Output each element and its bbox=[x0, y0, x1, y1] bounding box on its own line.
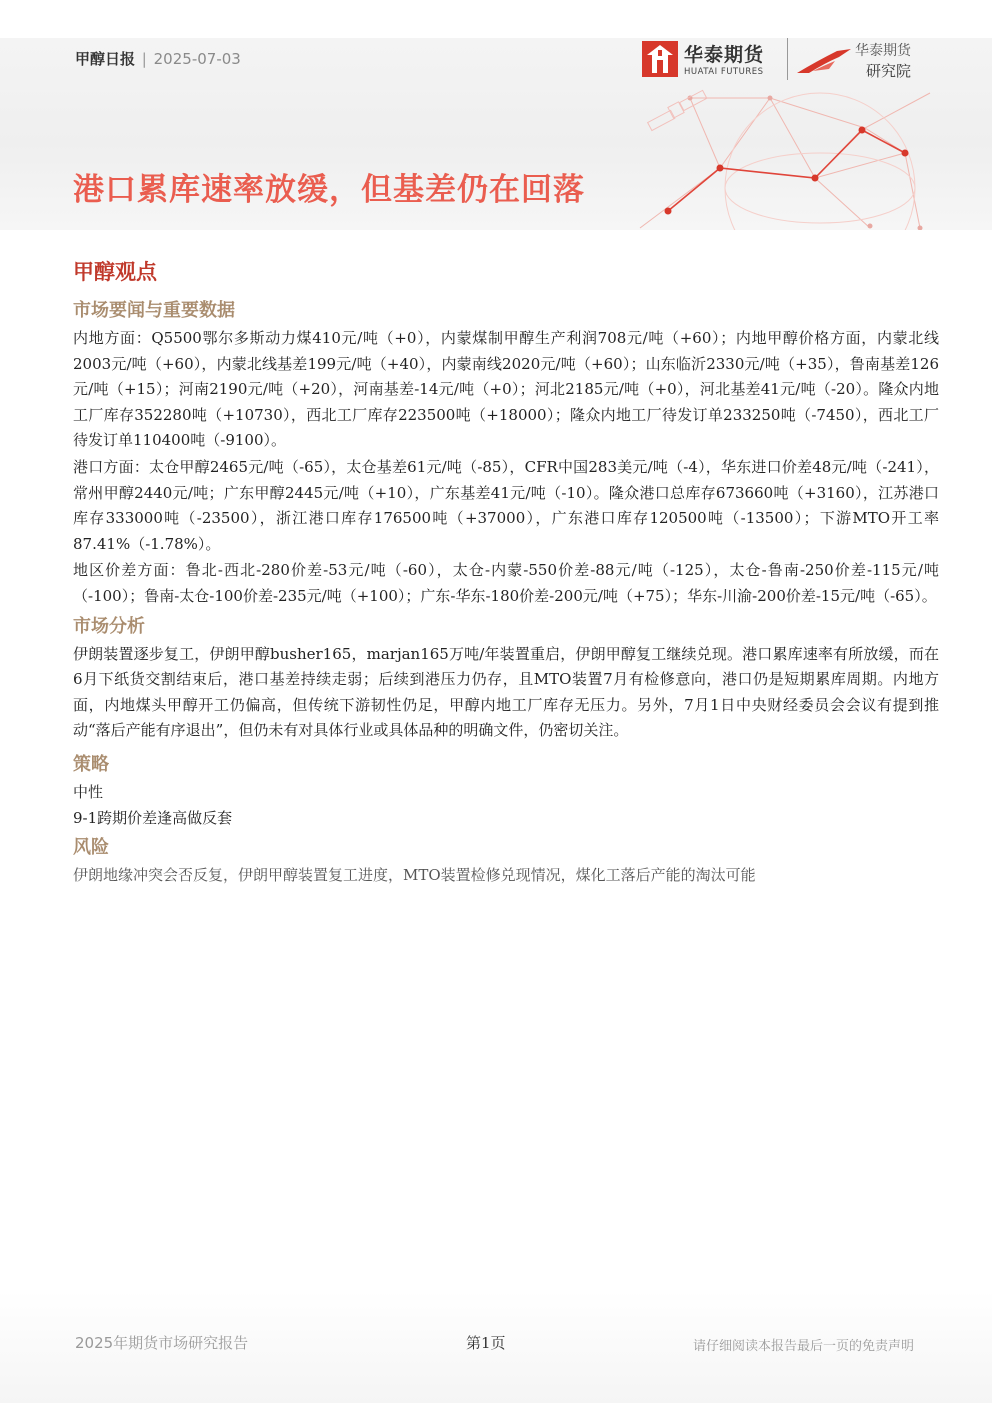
logo-en: HUATAI FUTURES bbox=[684, 67, 764, 77]
strategy-item: 中性 bbox=[73, 782, 104, 801]
huatai-logo-icon bbox=[642, 41, 678, 77]
report-body bbox=[73, 256, 939, 888]
huatai-logo bbox=[642, 40, 764, 77]
page-number: 第1页 bbox=[466, 1334, 506, 1352]
footer-report-name: 2025年期货市场研究报告 bbox=[75, 1334, 249, 1352]
institute-logo bbox=[795, 40, 911, 81]
report-type: 甲醇日报 bbox=[75, 50, 136, 68]
news-title: 市场要闻与重要数据 bbox=[73, 300, 235, 321]
main-title: 甲醇观点 bbox=[73, 260, 157, 284]
news-paragraph-spread: 地区价差方面：鲁北-西北-280价差-53元/吨（-60），太仓-内蒙-550价差-88元/吨（-125），太仓-鲁南-250价差-115元/吨（-100）；鲁南-太仓-100价差-235元/吨（+100）；广东-华东-180价差-200元/吨（+75）；华东-川渝-200价差-15元/吨（-65）。 bbox=[73, 561, 939, 605]
institute-line1: 华泰期货 bbox=[855, 43, 911, 59]
news-paragraph-port: 港口方面：太仓甲醇2465元/吨（-65），太仓基差61元/吨（-85），CFR中国283美元/吨（-4），华东进口价差48元/吨（-241），常州甲醇2440元/吨；广东甲醇2445元/吨（+10），广东基差41元/吨（-10）。隆众港口总库存673660吨（+3160），江苏港口库存333000吨（-23500），浙江港口库存176500吨（+37000），广东港口库存120500吨（-13500）；下游MTO开工率87.41%（-1.78%）。 bbox=[73, 457, 939, 553]
analysis-text: 伊朗装置逐步复工，伊朗甲醇busher165，marjan165万吨/年装置重启，伊朗甲醇复工继续兑现。港口累库速率有所放缓，而在6月下纸货交割结束后，港口基差持续走弱；后续到港压力仍存，且MTO装置7月有检修意向，港口仍是短期累库周期。内地方面，内地煤头甲醇开工仍偏高，但传统下游韧性仍足，甲醇内地工厂库存无压力。另外，7月1日中央财经委员会会议有提到推动“落后产能有序退出”，但仍未有对具体行业或具体品种的明确文件，仍密切关注。 bbox=[73, 644, 939, 740]
headline: 港口累库速率放缓，但基差仍在回落 bbox=[73, 172, 585, 208]
separator: | bbox=[141, 50, 147, 68]
logo-cn: 华泰期货 bbox=[684, 44, 765, 66]
report-tag bbox=[75, 48, 241, 69]
page-footer bbox=[0, 1290, 992, 1403]
news-paragraph-inland: 内地方面：Q5500鄂尔多斯动力煤410元/吨（+0），内蒙煤制甲醇生产利润708元/吨（+60）；内地甲醇价格方面，内蒙北线2003元/吨（+60），内蒙北线基差199元/吨（+40），内蒙南线2020元/吨（+60）；山东临沂2330元/吨（+35），鲁南基差126元/吨（+15）；河南2190元/吨（+20），河南基差-14元/吨（+0）；河北2185元/吨（+0），河北基差41元/吨（-20）。隆众内地工厂库存352280吨（+10730），西北工厂库存223500吨（+18000）；隆众内地工厂待发订单233250吨（-7450），西北工厂待发订单110400吨（-9100）。 bbox=[73, 329, 939, 450]
analysis-title: 市场分析 bbox=[73, 615, 145, 637]
report-date: 2025-07-03 bbox=[153, 50, 241, 68]
strategy-title: 策略 bbox=[73, 753, 109, 775]
logo-divider bbox=[787, 38, 788, 80]
risk-text: 伊朗地缘冲突会否反复，伊朗甲醇装置复工进度，MTO装置检修兑现情况，煤化工落后产能的淘汰可能 bbox=[73, 866, 756, 885]
disclaimer-note: 请仔细阅读本报告最后一页的免责声明 bbox=[692, 1339, 914, 1354]
institute-line2: 研究院 bbox=[865, 62, 911, 80]
institute-bird-icon bbox=[795, 43, 853, 79]
risk-title: 风险 bbox=[73, 837, 109, 859]
strategy-item: 9-1跨期价差逢高做反套 bbox=[73, 808, 233, 827]
